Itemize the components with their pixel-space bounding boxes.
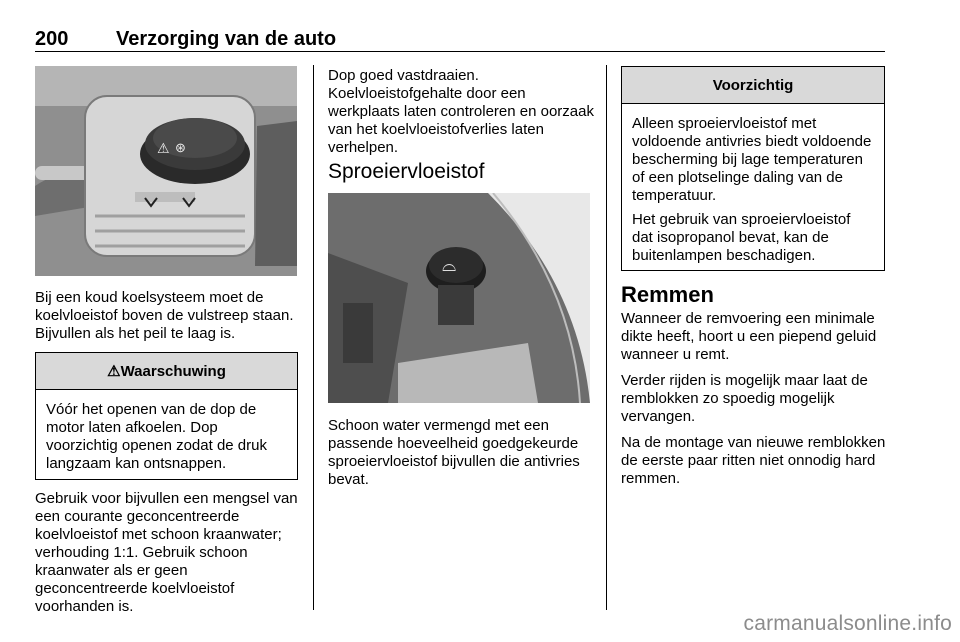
brakes-paragraph-2: Verder rijden is mogelijk maar laat de remblokken zo spoedig mogelijk vervangen. [621, 372, 868, 425]
coolant-reservoir-photo [35, 66, 297, 276]
page-header [35, 28, 885, 52]
caution-title: Voorzichtig [712, 76, 794, 94]
column-separator-2 [606, 65, 607, 610]
caution-header [622, 67, 884, 104]
section-title-brakes: Remmen [621, 282, 714, 307]
page-number: 200 [35, 28, 69, 50]
coolant-icon: ⊛ [175, 140, 186, 155]
warning-icon: ⚠ [107, 363, 121, 380]
washer-fluid-icon: ⌓ [442, 255, 457, 275]
washer-fluid-text: Schoon water vermengd met een passende hoeveelheid goedgekeurde sproeiervloeistof bijvullen die antivries bevat. [328, 417, 580, 488]
washer-fluid-illustration [328, 193, 590, 403]
coolant-reservoir-illustration [35, 66, 297, 276]
brakes-paragraph-3: Na de montage van nieuwe remblokken de eerste paar ritten niet onnodig hard remmen. [621, 434, 886, 487]
caution-paragraph-1: Alleen sproeiervloeistof met voldoende antivries biedt voldoende bescherming bij lage temperaturen of een plotselinge daling van de temperatuur. [632, 115, 872, 204]
section-title-washer-fluid: Sproeiervloeistof [328, 160, 485, 183]
caution-box [621, 66, 885, 271]
watermark: carmanualsonline.info [743, 612, 952, 635]
chapter-title: Verzorging van de auto [116, 28, 337, 50]
warning-title: Waarschuwing [120, 362, 226, 380]
warning-header [36, 353, 297, 390]
header-rule [35, 51, 885, 52]
coolant-intro-text: Bij een koud koelsysteem moet de koelvloeistof boven de vulstreep staan. Bijvullen als het peil te laag is. [35, 289, 294, 342]
warning-triangle-icon: ⚠ [157, 140, 170, 156]
coolant-continued-text: Dop goed vastdraaien. Koelvloeistofgehalte door een werkplaats laten controleren en oorzaak van het koelvloeistofverlies laten verhelpen. [328, 67, 594, 156]
washer-fluid-photo [328, 193, 590, 403]
warning-text: Vóór het openen van de dop de motor laten afkoelen. Dop voorzichtig openen zodat de druk langzaam kan ontsnappen. [46, 401, 267, 472]
column-separator-1 [313, 65, 314, 610]
caution-paragraph-2: Het gebruik van sproeiervloeistof dat isopropanol bevat, kan de buitenlampen beschadigen. [632, 211, 851, 264]
warning-box [35, 352, 298, 480]
coolant-mix-text: Gebruik voor bijvullen een mengsel van een courante geconcentreerde koelvloeistof met schoon kraanwater; verhouding 1:1. Gebruik schoon kraanwater als er geen geconcentreerde koelvloeistof voorhanden is. [35, 490, 298, 615]
brakes-paragraph-1: Wanneer de remvoering een minimale dikte heeft, hoort u een piepend geluid wanneer u remt. [621, 310, 877, 363]
